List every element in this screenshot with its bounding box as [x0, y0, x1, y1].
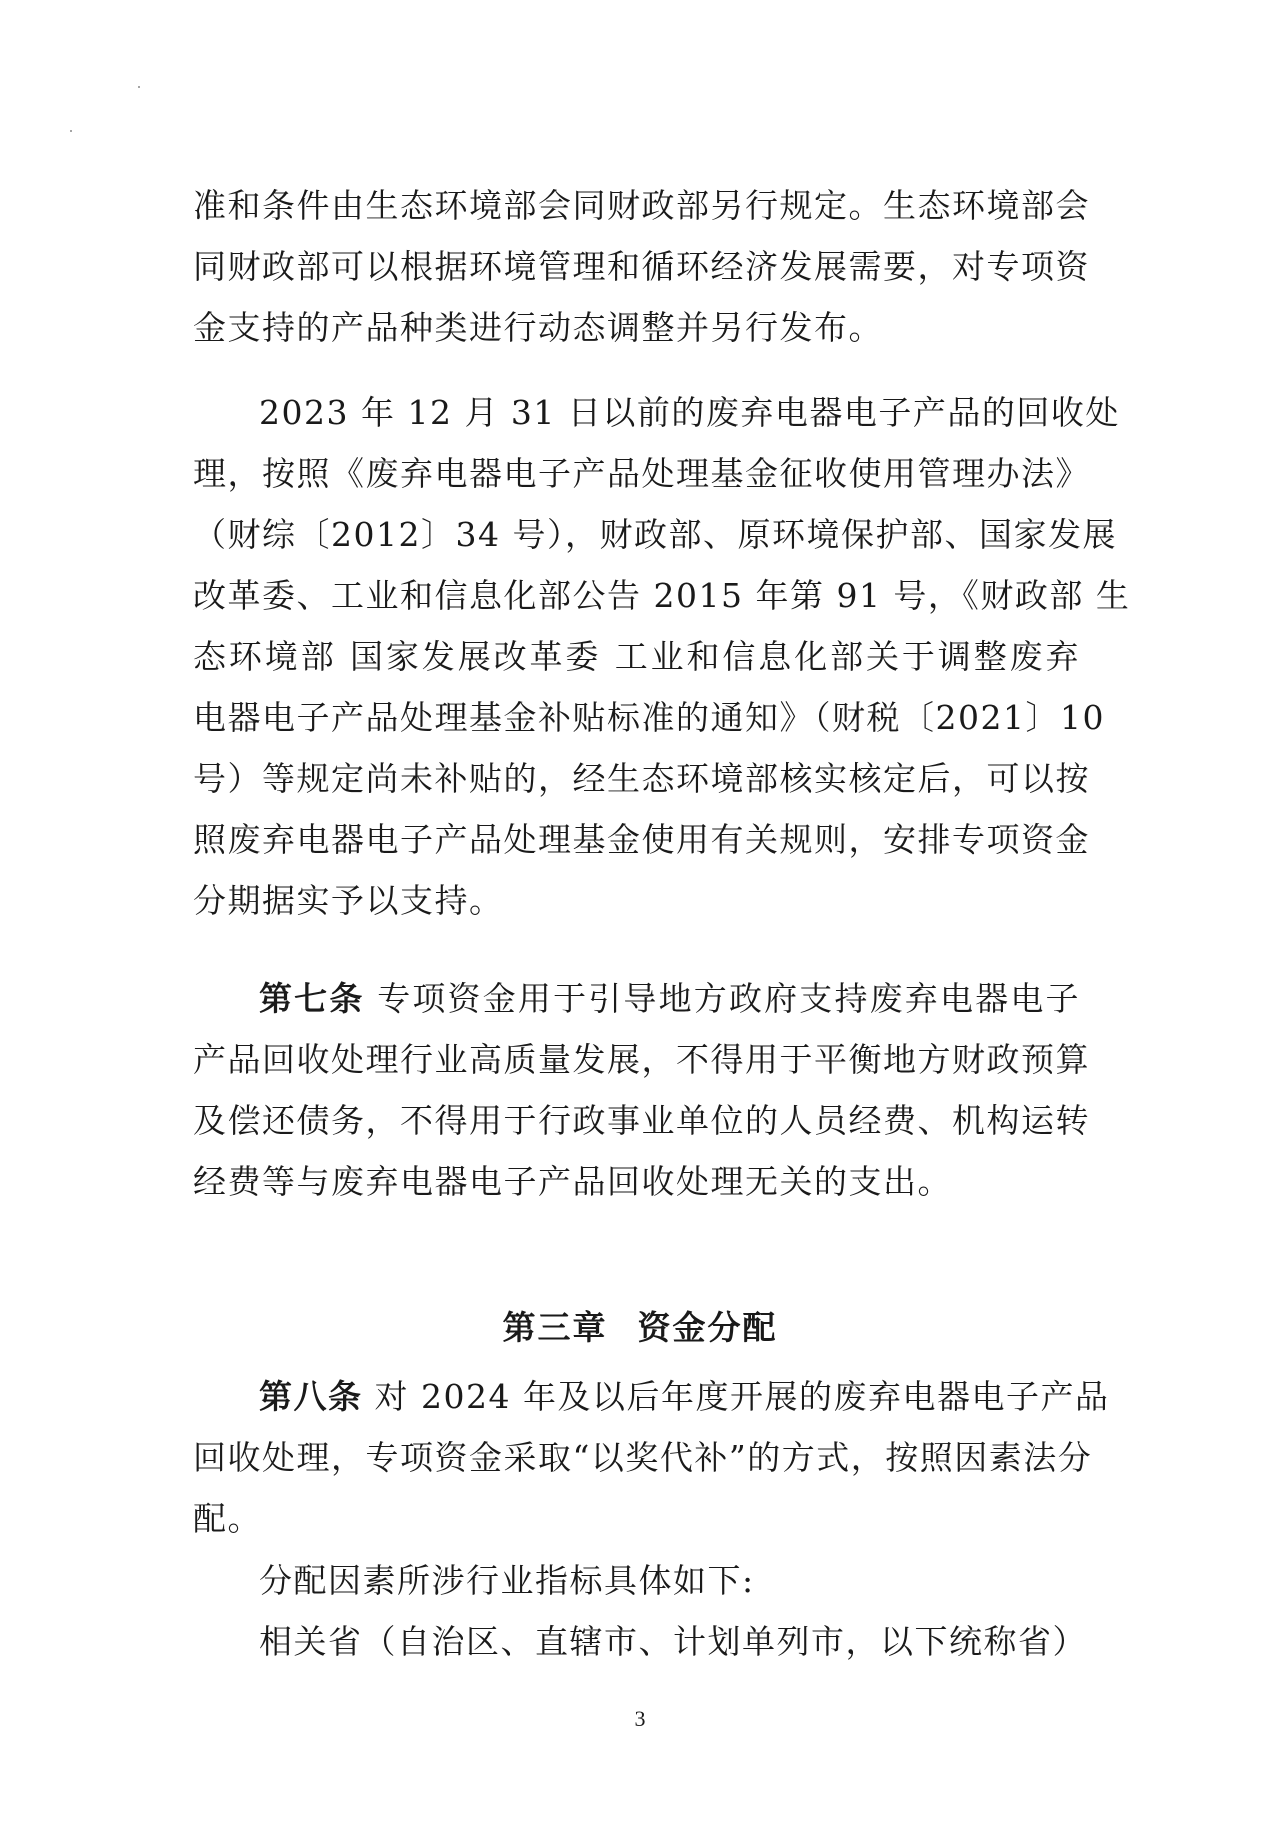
text-line: 同财政部可以根据环境管理和循环经济发展需要，对专项资	[193, 247, 1090, 286]
article-first-line	[193, 968, 1080, 1029]
text-line: 2023 年 12 月 31 日以前的废弃电器电子产品的回收处	[259, 393, 1120, 432]
text-line: （财综〔2012〕34 号），财政部、原环境保护部、国家发展	[193, 515, 1117, 554]
text-line: 及偿还债务，不得用于行政事业单位的人员经费、机构运转	[193, 1101, 1090, 1140]
text-line: 分期据实予以支持。	[193, 881, 504, 920]
paragraph-continuation	[193, 175, 1090, 358]
article-label: 第七条	[259, 979, 365, 1018]
paragraph-factors	[193, 1550, 1087, 1672]
scan-speck	[70, 130, 72, 132]
text-line: 号）等规定尚未补贴的，经生态环境部核实核定后，可以按	[193, 759, 1090, 798]
paragraph-2023	[193, 382, 1131, 931]
chapter-number: 第三章	[502, 1308, 608, 1347]
article-text: 对 2024 年及以后年度开展的废弃电器电子产品	[374, 1377, 1110, 1416]
article-first-line	[193, 1366, 1110, 1427]
text-line: 金支持的产品种类进行动态调整并另行发布。	[193, 308, 883, 347]
text-line: 配。	[193, 1499, 262, 1538]
text-line: 准和条件由生态环境部会同财政部另行规定。生态环境部会	[193, 186, 1090, 225]
article-8	[193, 1366, 1110, 1549]
text-line: 回收处理，专项资金采取“以奖代补”的方式，按照因素法分	[193, 1438, 1093, 1477]
text-line: 产品回收处理行业高质量发展，不得用于平衡地方财政预算	[193, 1040, 1090, 1079]
text-line: 相关省（自治区、直辖市、计划单列市，以下统称省）	[259, 1622, 1087, 1661]
text-line: 理，按照《废弃电器电子产品处理基金征收使用管理办法》	[193, 454, 1090, 493]
chapter-heading	[0, 1302, 1280, 1349]
scan-speck	[138, 86, 140, 88]
text-line: 分配因素所涉行业指标具体如下:	[259, 1561, 755, 1600]
article-text: 专项资金用于引导地方政府支持废弃电器电子	[377, 979, 1081, 1018]
article-7	[193, 968, 1090, 1212]
chapter-title: 资金分配	[637, 1308, 778, 1347]
article-label: 第八条	[259, 1377, 363, 1416]
text-line: 态环境部 国家发展改革委 工业和信息化部关于调整废弃	[193, 637, 1080, 676]
text-line: 经费等与废弃电器电子产品回收处理无关的支出。	[193, 1162, 952, 1201]
text-line: 改革委、工业和信息化部公告 2015 年第 91 号，《财政部 生	[193, 576, 1131, 615]
page-number: 3	[634, 1706, 646, 1731]
text-line: 照废弃电器电子产品处理基金使用有关规则，安排专项资金	[193, 820, 1090, 859]
text-line: 电器电子产品处理基金补贴标准的通知》（财税〔2021〕10	[193, 698, 1105, 737]
